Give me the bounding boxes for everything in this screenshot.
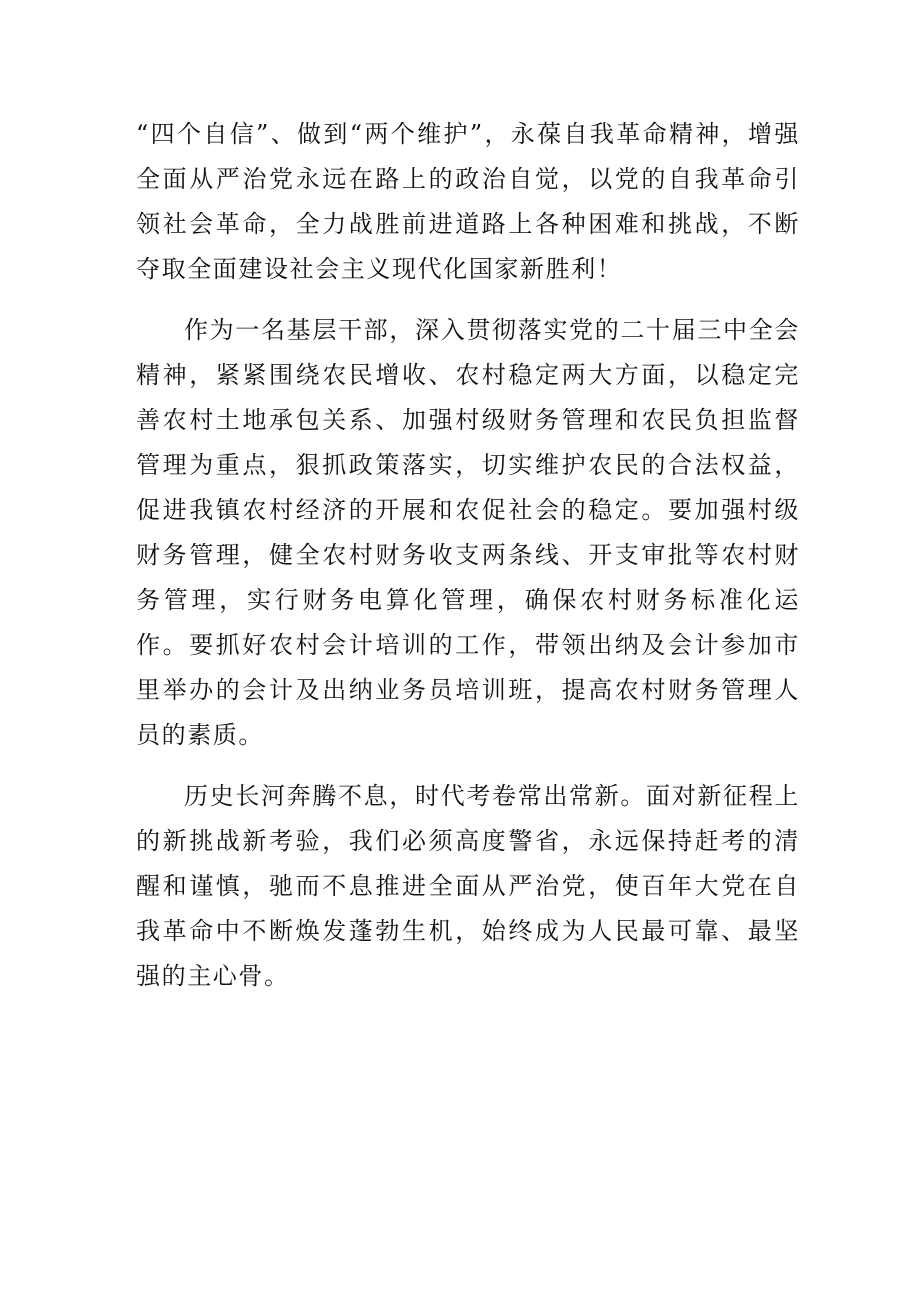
paragraph-continuation: “四个自信”、做到“两个维护”，永葆自我革命精神，增强全面从严治党永远在路上的政治自觉，以党的自我革命引领社会革命，全力战胜前进道路上各种困难和挑战，不断夺取全面建设社会主义现代化国家新胜利！ [136,120,800,283]
paragraph-conclusion: 历史长河奔腾不息，时代考卷常出常新。面对新征程上的新挑战新考验，我们必须高度警省，永远保持赶考的清醒和谨慎，驰而不息推进全面从严治党，使百年大党在自我革命中不断焕发蓬勃生机，始终成为人民最可靠、最坚强的主心骨。 [136,782,800,990]
document-body [136,112,800,1015]
paragraph-grassroots-cadre: 作为一名基层干部，深入贯彻落实党的二十届三中全会精神，紧紧围绕农民增收、农村稳定两大方面，以稳定完善农村土地承包关系、加强村级财务管理和农民负担监督管理为重点，狠抓政策落实，切实维护农民的合法权益，促进我镇农村经济的开展和农促社会的稳定。要加强村级财务管理，健全农村财务收支两条线、开支审批等农村财务管理，实行财务电算化管理，确保农村财务标准化运作。要抓好农村会计培训的工作，带领出纳及会计参加市里举办的会计及出纳业务员培训班，提高农村财务管理人员的素质。 [136,316,800,749]
